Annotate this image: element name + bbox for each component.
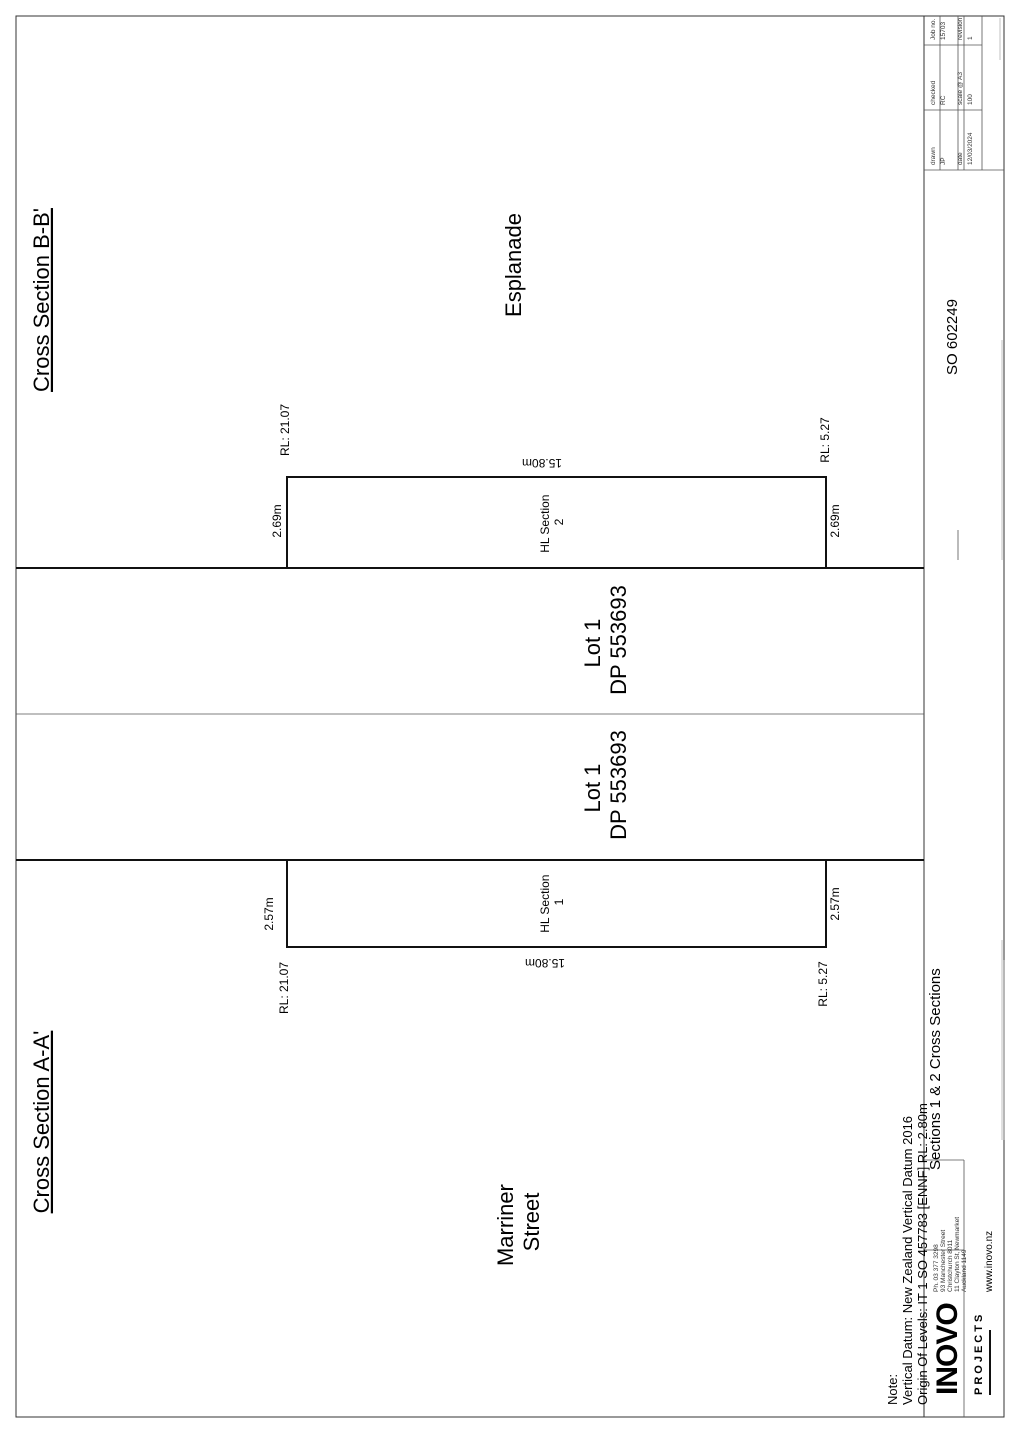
date-label: date [957,152,964,165]
revision-value: 1 [967,36,974,40]
contact-address-3: 11 Clayton St, Newmarket [954,1216,961,1292]
contact-phone: Ph. 03 377 3298 [933,1244,940,1292]
lot-a-label [580,730,631,840]
contact-address-2: Christchurch 8011 [947,1239,954,1292]
marriner-street-line2: Street [519,1192,544,1252]
lot-boundaries [16,568,924,860]
hl-section-2-line1: HL Section [538,494,552,553]
rl-top-a: RL: 21.07 [277,961,292,1015]
notes-block [885,1103,930,1405]
width-label-a: 15.80m [524,955,566,970]
height-label-b-right: 2.69m [828,504,843,538]
notes-vertical-datum: Vertical Datum: New Zealand Vertical Datum 2016 [900,1115,915,1405]
survey-reference: SO 602249 [943,299,961,375]
checked-label: checked [930,80,937,105]
cross-section-b-title: Cross Section B-B' [28,208,54,392]
drawn-value: JP [940,157,947,165]
lot-b-line2: DP 553693 [606,585,631,695]
title-block-lines [924,16,1004,1417]
esplanade-label: Esplanade [500,213,526,317]
company-logo [931,1303,990,1395]
contact-details [933,1215,968,1292]
hl-section-2-label [538,491,566,553]
fine-print-lines [1000,18,1004,1140]
marriner-street-line1: Marriner [493,1184,518,1267]
rl-bottom-b: RL: 5.27 [818,417,833,463]
width-label-b: 15.80m [521,455,563,470]
height-label-a-right: 2.57m [828,887,843,921]
lot-b-line1: Lot 1 [580,618,605,668]
marriner-street-label [493,1178,544,1266]
notes-origin-of-levels: Origin Of Levels: IT 1 SO 457783 [ENNF] RL: 2.80m [915,1103,930,1405]
notes-heading: Note: [885,1373,900,1405]
hl-section-2-line2: 2 [552,518,566,526]
scale-value: 100 [967,94,974,105]
rl-bottom-a: RL: 5.27 [816,961,831,1007]
lot-a-line2: DP 553693 [606,730,631,840]
sheet-title: Sections 1 & 2 Cross Sections [927,968,944,1170]
website-link[interactable]: www.inovo.nz [984,1230,995,1292]
lot-b-label [580,585,631,695]
date-value: 12/03/2024 [967,132,974,165]
revision-label: revision [957,17,964,40]
cross-section-a-title: Cross Section A-A' [28,1030,54,1214]
hl-section-1-line2: 1 [552,898,566,906]
job-value: 15703 [940,21,947,40]
hl-section-1-line1: HL Section [538,874,552,933]
job-label: Job no. [930,18,937,40]
logo-mark: INOVO [931,1303,964,1395]
title-block-fields [930,17,974,165]
contact-address-1: 93 Manchester Street [940,1229,947,1292]
hl-section-1-label [538,871,566,933]
checked-value: RC [940,95,947,105]
scale-label: scale @ A3 [957,72,964,105]
rl-top-b: RL: 21.07 [278,403,293,457]
height-label-b-left: 2.69m [270,504,285,538]
drawn-label: drawn [930,147,937,165]
lot-a-line1: Lot 1 [580,763,605,813]
logo-projects: PROJECTS [973,1311,985,1395]
contact-address-4: Auckland 1149 [961,1249,968,1292]
height-label-a-left: 2.57m [262,897,277,931]
